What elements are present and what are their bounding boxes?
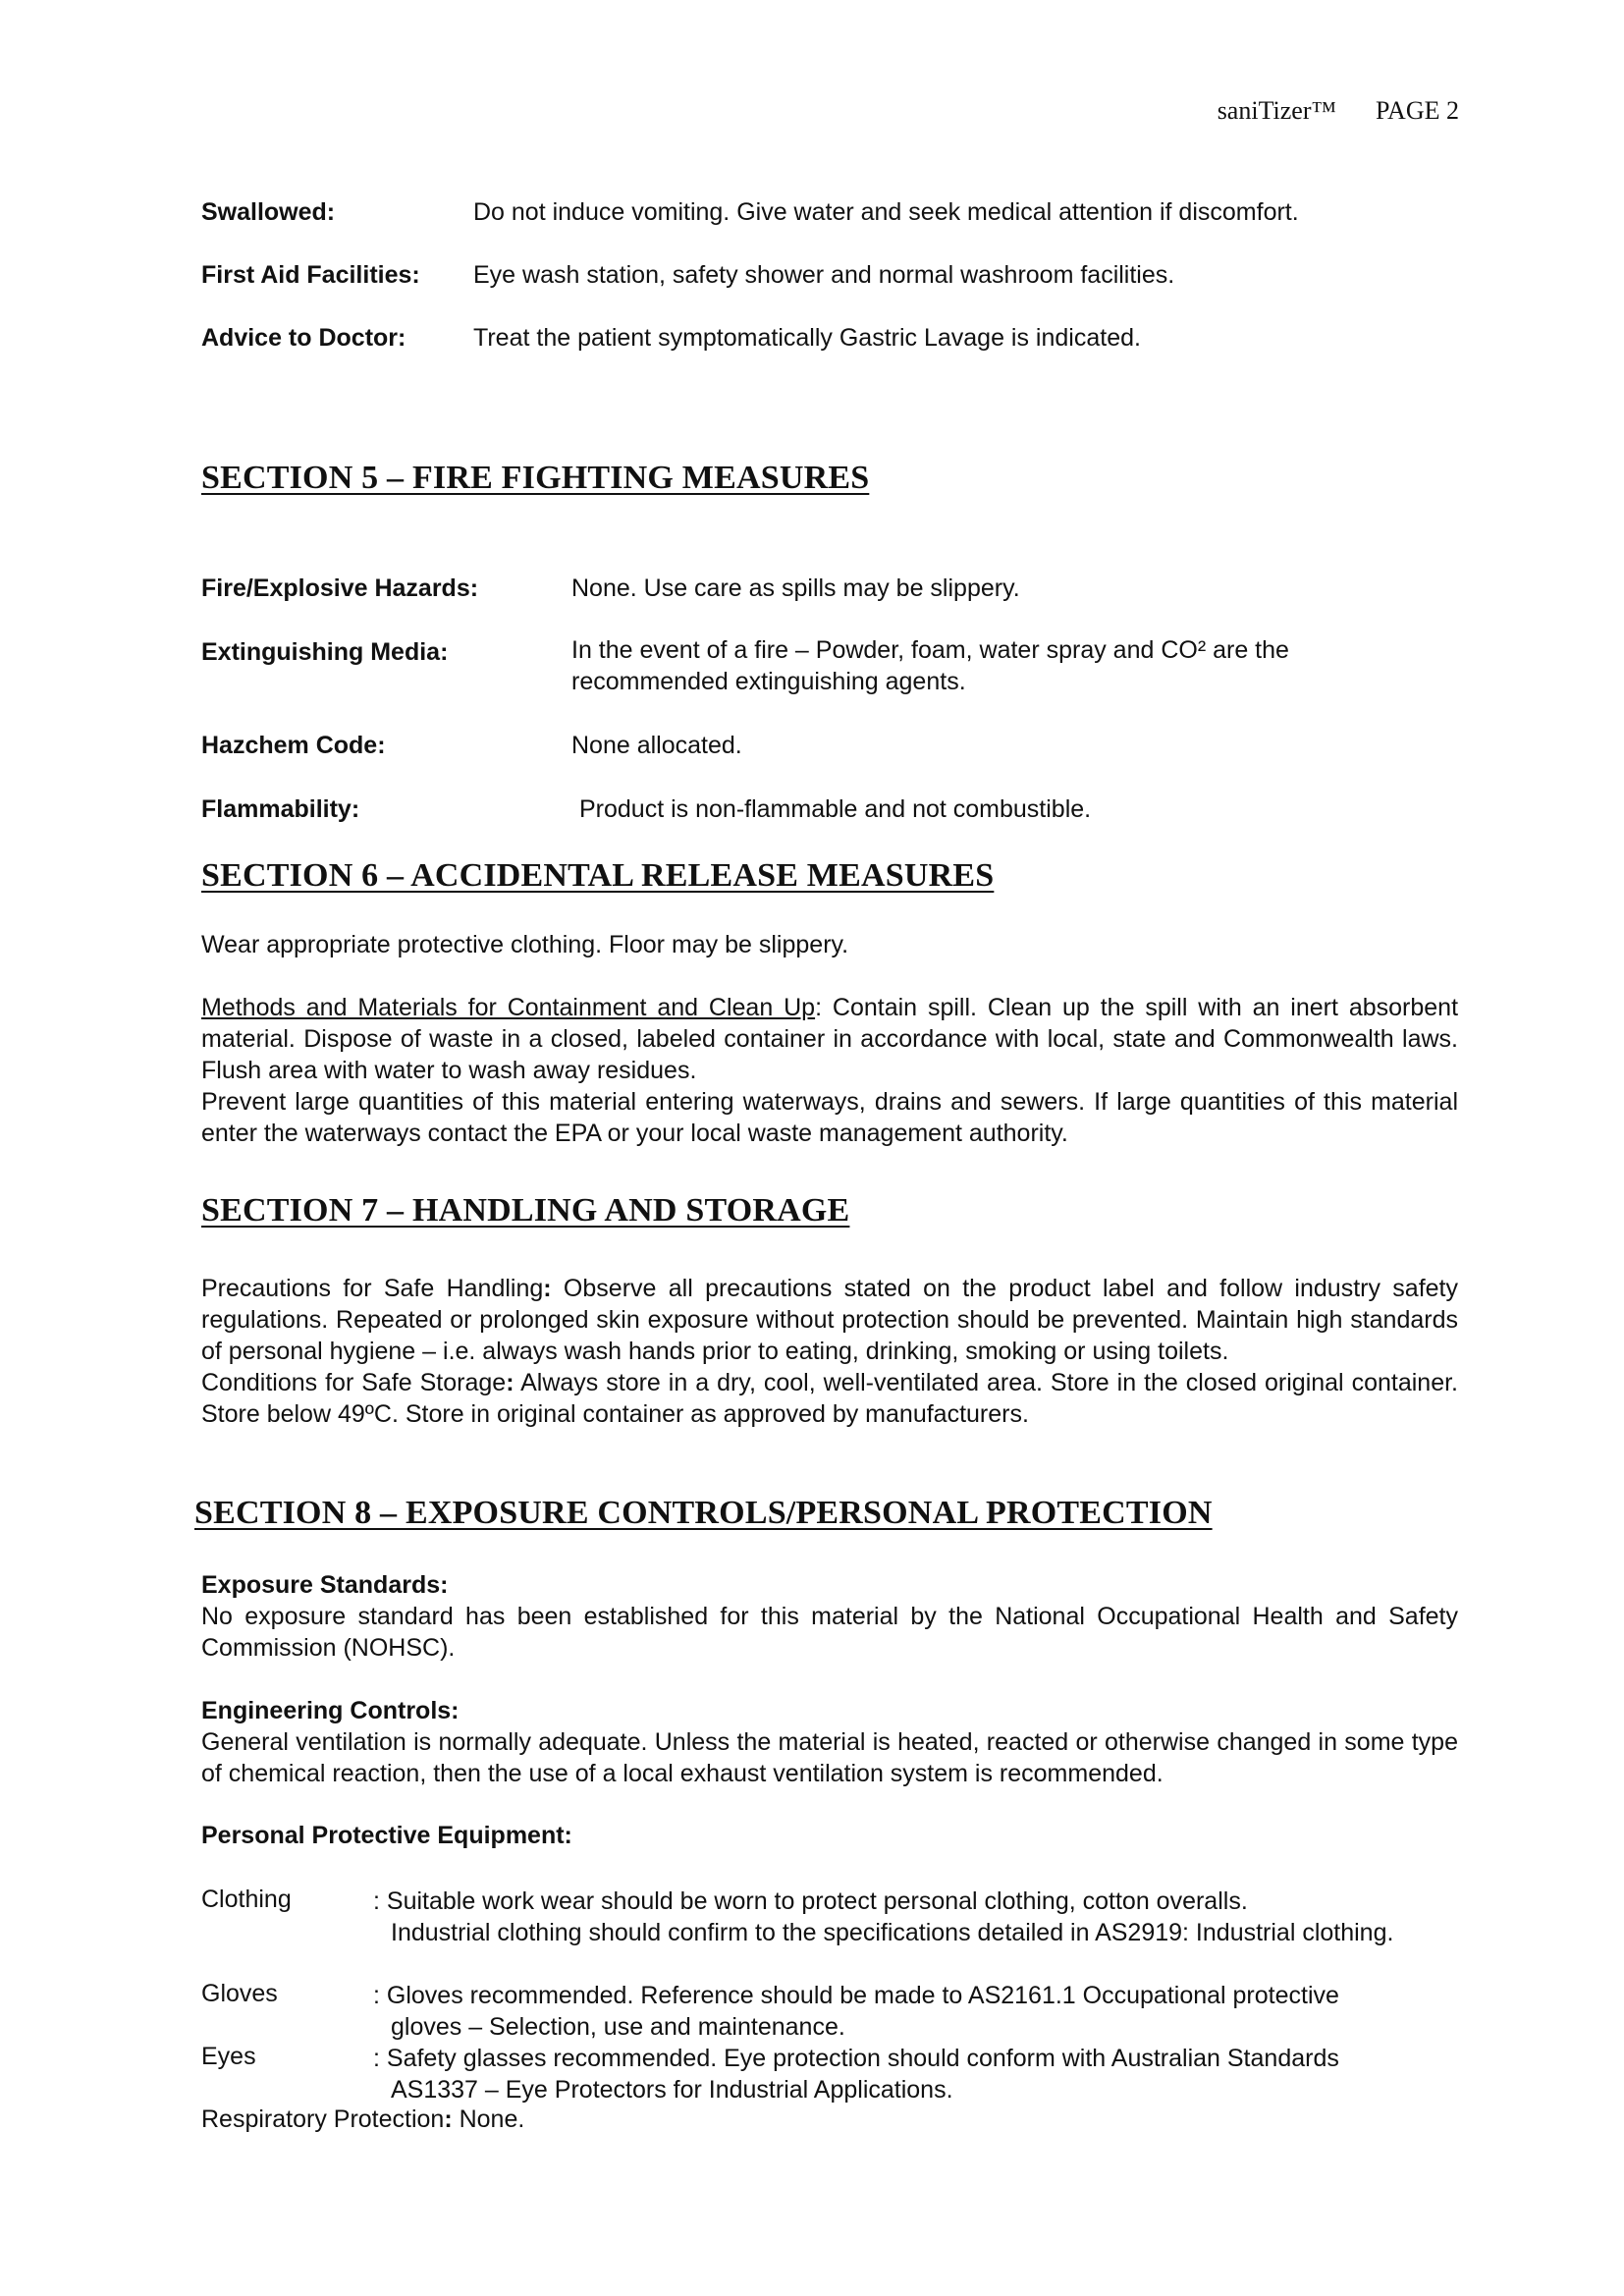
swallowed-label: Swallowed: [201,198,336,226]
hazchem-code-label: Hazchem Code: [201,732,386,759]
respiratory-protection [201,2105,524,2134]
section-7-body [201,1273,1458,1430]
section-6-intro [201,929,1458,960]
section-6-para-2 [201,992,1458,1086]
containment-label: Methods and Materials for Containment and Clean Up [201,994,816,1021]
flammability-text: Product is non-flammable and not combustible. [579,795,1092,823]
advice-to-doctor-text: Treat the patient symptomatically Gastric Lavage is indicated. [473,324,1141,352]
section-7-heading: SECTION 7 – HANDLING AND STORAGE [201,1192,850,1229]
advice-to-doctor-label: Advice to Doctor: [201,324,406,352]
fire-hazards-text: None. Use care as spills may be slippery. [571,574,1020,602]
ppe-gloves-text [373,1980,1463,2043]
exposure-standards [201,1569,1458,1664]
exposure-standards-text: No exposure standard has been established for this material by the National Occupational Health and Safety Commission (NOHSC). [201,1603,1458,1662]
fire-hazards-label: Fire/Explosive Hazards: [201,574,479,602]
ppe-clothing-line1: : Suitable work wear should be worn to protect personal clothing, cotton overalls. [373,1887,1248,1915]
extinguishing-media-text [571,634,1289,697]
product-name: saniTizer™ [1217,96,1336,125]
ppe-eyes-rest: AS1337 – Eye Protectors for Industrial Applications. [391,2076,953,2104]
ppe-eyes-text [373,2043,1463,2105]
ppe-clothing-label: Clothing [201,1886,292,1913]
first-aid-facilities-label: First Aid Facilities: [201,261,420,289]
respiratory-text: None. [452,2105,525,2133]
safe-handling-colon: : [543,1275,552,1302]
engineering-controls [201,1695,1458,1789]
safe-handling-text: Observe all precautions stated on the product label and follow industry safety regulations. Repeated or prolonged skin exposure without protection should be prevented. Maintain high standards of personal hygiene – i.e. always wash hands prior to eating, drinking, smoking or using toilets. [201,1275,1458,1365]
respiratory-label: Respiratory Protection [201,2105,445,2133]
ppe-clothing-text [373,1886,1463,1948]
section-7-para-2 [201,1367,1458,1430]
safe-storage-colon: : [506,1369,514,1396]
extinguishing-media-line2: recommended extinguishing agents. [571,668,966,695]
section-7-para-1 [201,1273,1458,1367]
section-5-heading: SECTION 5 – FIRE FIGHTING MEASURES [201,460,870,496]
safe-storage-text: Always store in a dry, cool, well-ventilated area. Store in the closed original container. Store below 49ºC. Store in original container as approved by manufacturers. [201,1369,1458,1428]
exposure-standards-label: Exposure Standards: [201,1571,449,1599]
section-6-heading: SECTION 6 – ACCIDENTAL RELEASE MEASURES [201,857,995,894]
extinguishing-media-label: Extinguishing Media: [201,638,449,666]
safe-handling-label: Precautions for Safe Handling [201,1275,544,1302]
ppe-label: Personal Protective Equipment: [201,1822,572,1849]
ppe-gloves-line1: : Gloves recommended. Reference should be made to AS2161.1 Occupational protective [373,1982,1339,2009]
ppe-eyes-line1: : Safety glasses recommended. Eye protection should conform with Australian Standards [373,2045,1339,2072]
section-6-body [201,992,1458,1149]
engineering-controls-label: Engineering Controls: [201,1697,460,1724]
containment-text: : Contain spill. Clean up the spill with an inert absorbent material. Dispose of waste in a closed, labeled container in accordance with local, state and Commonwealth laws. Flush area with water to wash away residues. [201,994,1459,1084]
engineering-controls-text: General ventilation is normally adequate. Unless the material is heated, reacted or otherwise changed in some type of chemical reaction, then the use of a local exhaust ventilation system is recommended. [201,1728,1458,1787]
first-aid-facilities-text: Eye wash station, safety shower and normal washroom facilities. [473,261,1175,289]
ppe-gloves-label: Gloves [201,1980,278,2007]
page-number: PAGE 2 [1375,96,1459,125]
safe-storage-label: Conditions for Safe Storage [201,1369,507,1396]
section-6-para-3: Prevent large quantities of this material entering waterways, drains and sewers. If large quantities of this material enter the waterways contact the EPA or your local waste management authority. [201,1088,1458,1147]
section-6-para-1: Wear appropriate protective clothing. Floor may be slippery. [201,931,849,958]
flammability-label: Flammability: [201,795,360,823]
ppe-clothing-rest: Industrial clothing should confirm to the specifications detailed in AS2919: Industrial clothing. [391,1919,1394,1946]
swallowed-text: Do not induce vomiting. Give water and seek medical attention if discomfort. [473,198,1299,226]
respiratory-colon: : [444,2105,453,2133]
page-header [1218,96,1459,126]
extinguishing-media-line1: In the event of a fire – Powder, foam, water spray and CO² are the [571,636,1289,664]
ppe-eyes-label: Eyes [201,2043,256,2070]
ppe-gloves-rest: gloves – Selection, use and maintenance. [391,2013,845,2041]
hazchem-code-text: None allocated. [571,732,742,759]
section-8-heading: SECTION 8 – EXPOSURE CONTROLS/PERSONAL PROTECTION [194,1495,1213,1531]
